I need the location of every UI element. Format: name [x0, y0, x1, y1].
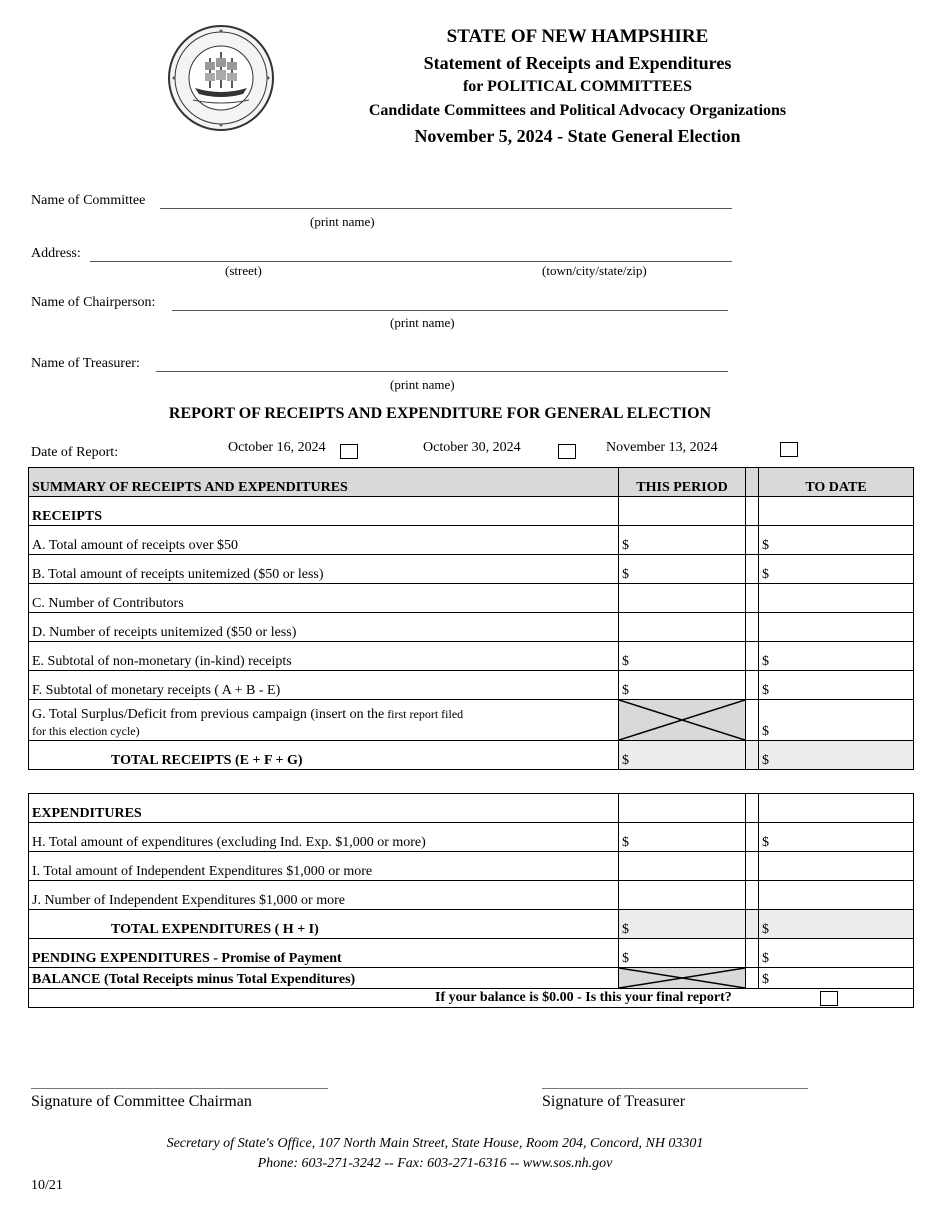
- committee-hint: (print name): [310, 214, 375, 229]
- treasurer-hint: (print name): [390, 377, 455, 392]
- state-seal: [165, 24, 277, 132]
- table-row: [29, 613, 914, 642]
- address-town-hint: (town/city/state/zip): [542, 263, 647, 278]
- table-row: [29, 881, 914, 910]
- row-a-this-period[interactable]: $: [619, 526, 746, 555]
- row-h-to-date[interactable]: $: [759, 823, 914, 852]
- table-row: [29, 741, 914, 770]
- form-revision-code: 10/21: [31, 1178, 63, 1193]
- treasurer-signature-label: Signature of Treasurer: [542, 1093, 686, 1110]
- expenditures-table: [28, 793, 914, 1008]
- address-street-hint: (street): [225, 263, 262, 278]
- treasurer-label: Name of Treasurer:: [31, 356, 140, 371]
- col-this-period: THIS PERIOD: [619, 468, 746, 497]
- table-row: [29, 584, 914, 613]
- row-j-this-period[interactable]: [619, 881, 746, 910]
- report-date-checkbox-3[interactable]: [780, 442, 798, 457]
- total-expenditures-label: TOTAL EXPENDITURES ( H + I): [29, 910, 619, 939]
- chairman-signature-line[interactable]: [31, 1088, 328, 1089]
- row-a-to-date[interactable]: $: [759, 526, 914, 555]
- row-g-this-period-disabled: [619, 700, 746, 741]
- pending-to-date[interactable]: $: [759, 939, 914, 968]
- expenditures-header: EXPENDITURES: [29, 794, 619, 823]
- total-receipts-to-date[interactable]: $: [759, 741, 914, 770]
- row-b-to-date[interactable]: $: [759, 555, 914, 584]
- address-label: Address:: [31, 246, 81, 261]
- balance-label: BALANCE (Total Receipts minus Total Expenditures): [29, 968, 619, 989]
- row-d-this-period[interactable]: [619, 613, 746, 642]
- table-row: [29, 555, 914, 584]
- table-row: [29, 671, 914, 700]
- row-i-label: I. Total amount of Independent Expenditures $1,000 or more: [29, 852, 619, 881]
- final-report-row: [29, 989, 914, 1008]
- chairman-signature-label: Signature of Committee Chairman: [31, 1093, 252, 1110]
- total-expenditures-to-date[interactable]: $: [759, 910, 914, 939]
- report-date-checkbox-2[interactable]: [558, 444, 576, 459]
- row-j-label: J. Number of Independent Expenditures $1,000 or more: [29, 881, 619, 910]
- report-date-option-3: November 13, 2024: [606, 440, 718, 455]
- row-g-label: G. Total Surplus/Deficit from previous campaign (insert on the first report filed for this election cycle): [29, 700, 619, 741]
- treasurer-name-field[interactable]: [156, 371, 728, 372]
- summary-header: SUMMARY OF RECEIPTS AND EXPENDITURES: [29, 468, 619, 497]
- total-receipts-this-period[interactable]: $: [619, 741, 746, 770]
- chair-label: Name of Chairperson:: [31, 295, 156, 310]
- row-c-to-date[interactable]: [759, 584, 914, 613]
- table-row: [29, 939, 914, 968]
- row-d-to-date[interactable]: [759, 613, 914, 642]
- table-row: [29, 700, 914, 741]
- footer-contact: Phone: 603-271-3242 -- Fax: 603-271-6316 -- www.sos.nh.gov: [257, 1156, 613, 1171]
- receipts-header: RECEIPTS: [29, 497, 619, 526]
- table-header-row: [29, 468, 914, 497]
- row-h-label: H. Total amount of expenditures (excluding Ind. Exp. $1,000 or more): [29, 823, 619, 852]
- row-a-label: A. Total amount of receipts over $50: [29, 526, 619, 555]
- state-title: STATE OF NEW HAMPSHIRE: [446, 26, 709, 47]
- table-row: [29, 852, 914, 881]
- row-d-label: D. Number of receipts unitemized ($50 or less): [29, 613, 619, 642]
- address-field[interactable]: [90, 261, 732, 262]
- balance-this-period-disabled: [619, 968, 746, 989]
- table-row: [29, 910, 914, 939]
- row-i-this-period[interactable]: [619, 852, 746, 881]
- pending-label: PENDING EXPENDITURES - Promise of Payment: [29, 939, 619, 968]
- treasurer-signature-line[interactable]: [542, 1088, 808, 1089]
- row-c-label: C. Number of Contributors: [29, 584, 619, 613]
- footer-address: Secretary of State's Office, 107 North Main Street, State House, Room 204, Concord, NH 03301: [166, 1136, 704, 1151]
- final-report-question: If your balance is $0.00 - Is this your final report?: [435, 990, 732, 1005]
- col-to-date: TO DATE: [759, 468, 914, 497]
- row-b-label: B. Total amount of receipts unitemized ($50 or less): [29, 555, 619, 584]
- table-row: [29, 642, 914, 671]
- election-title: November 5, 2024 - State General Election: [414, 126, 741, 146]
- total-expenditures-this-period[interactable]: $: [619, 910, 746, 939]
- report-date-option-2: October 30, 2024: [423, 440, 521, 455]
- row-h-this-period[interactable]: $: [619, 823, 746, 852]
- report-heading: REPORT OF RECEIPTS AND EXPENDITURE FOR GENERAL ELECTION: [168, 405, 712, 422]
- total-receipts-label: TOTAL RECEIPTS (E + F + G): [29, 741, 619, 770]
- table-row: [29, 497, 914, 526]
- form-title: Statement of Receipts and Expenditures: [423, 53, 732, 73]
- row-g-to-date[interactable]: $: [759, 700, 914, 741]
- form-subtitle: Candidate Committees and Political Advocacy Organizations: [368, 102, 787, 119]
- balance-to-date[interactable]: $: [759, 968, 914, 989]
- table-row: [29, 968, 914, 989]
- row-i-to-date[interactable]: [759, 852, 914, 881]
- report-date-option-1: October 16, 2024: [228, 440, 326, 455]
- table-row: [29, 989, 914, 1008]
- form-for-line: for POLITICAL COMMITTEES: [462, 78, 693, 95]
- final-report-checkbox[interactable]: [820, 991, 838, 1006]
- row-e-to-date[interactable]: $: [759, 642, 914, 671]
- row-f-label: F. Subtotal of monetary receipts ( A + B - E): [29, 671, 619, 700]
- chair-hint: (print name): [390, 315, 455, 330]
- receipts-table: [28, 467, 914, 770]
- committee-name-field[interactable]: [160, 208, 732, 209]
- chair-name-field[interactable]: [172, 310, 728, 311]
- report-date-label: Date of Report:: [31, 445, 119, 460]
- table-row: [29, 526, 914, 555]
- row-e-this-period[interactable]: $: [619, 642, 746, 671]
- report-date-checkbox-1[interactable]: [340, 444, 358, 459]
- row-e-label: E. Subtotal of non-monetary (in-kind) receipts: [29, 642, 619, 671]
- row-j-to-date[interactable]: [759, 881, 914, 910]
- row-b-this-period[interactable]: $: [619, 555, 746, 584]
- table-row: [29, 823, 914, 852]
- row-f-this-period[interactable]: $: [619, 671, 746, 700]
- table-row: [29, 794, 914, 823]
- row-c-this-period[interactable]: [619, 584, 746, 613]
- pending-this-period[interactable]: $: [619, 939, 746, 968]
- committee-label: Name of Committee: [31, 193, 146, 208]
- row-f-to-date[interactable]: $: [759, 671, 914, 700]
